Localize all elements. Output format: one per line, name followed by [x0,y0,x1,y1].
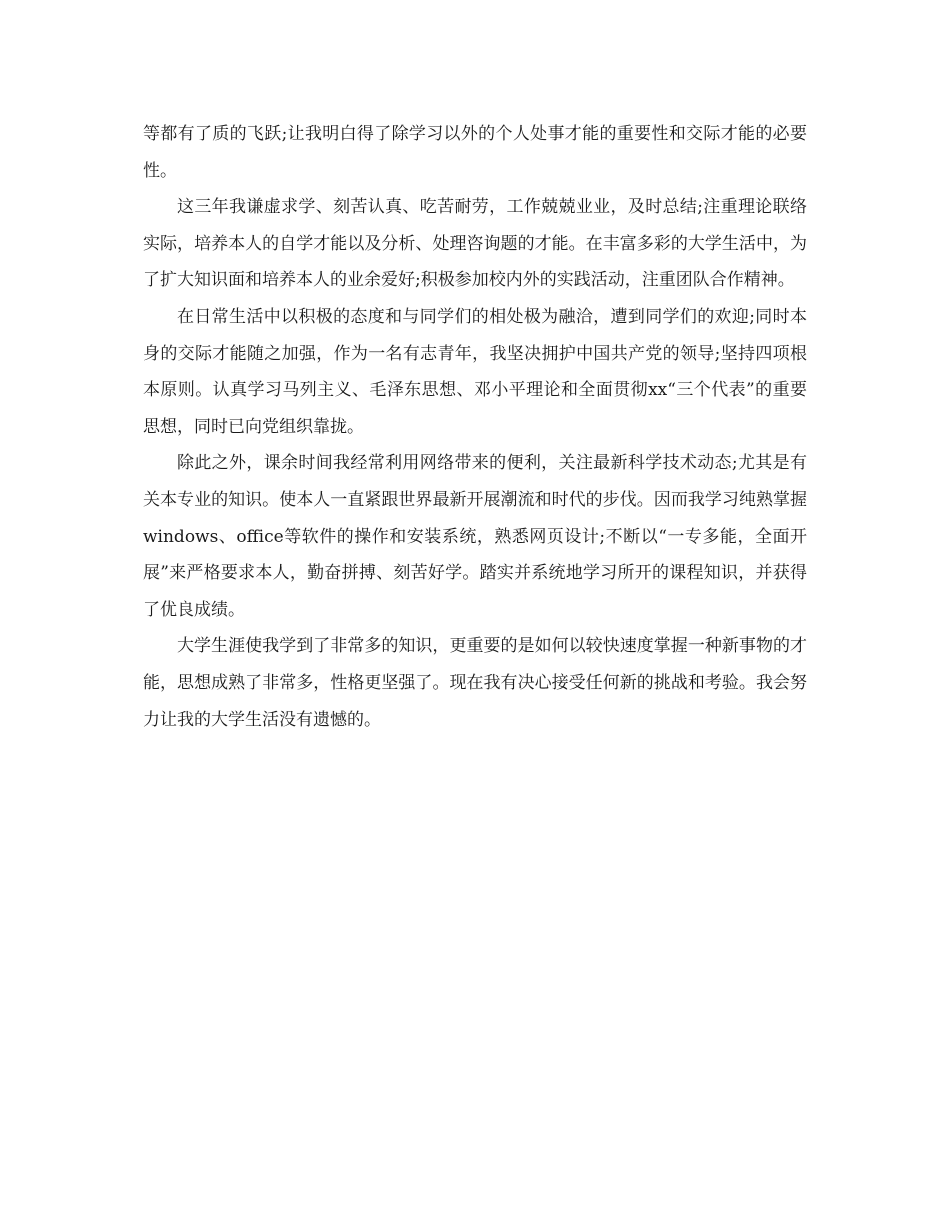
paragraph: 这三年我谦虚求学、刻苦认真、吃苦耐劳，工作兢兢业业，及时总结;注重理论联络实际，培养本人的自学才能以及分析、处理咨询题的才能。在丰富多彩的大学生活中，为了扩大知识面和培养本人的业余爱好;积极参加校内外的实践活动，注重团队合作精神。 [143,197,807,291]
paragraph: 大学生涯使我学到了非常多的知识，更重要的是如何以较快速度掌握一种新事物的才能，思想成熟了非常多，性格更坚强了。现在我有决心接受任何新的挑战和考验。我会努力让我的大学生活没有遗憾的。 [143,636,807,730]
paragraph: 在日常生活中以积极的态度和与同学们的相处极为融洽，遭到同学们的欢迎;同时本身的交际才能随之加强，作为一名有志青年，我坚决拥护中国共产党的领导;坚持四项根本原则。认真学习马列主义、毛泽东思想、邓小平理论和全面贯彻xx“三个代表”的重要思想，同时已向党组织靠拢。 [143,306,807,437]
paragraph: 除此之外，课余时间我经常利用网络带来的便利，关注最新科学技术动态;尤其是有关本专业的知识。使本人一直紧跟世界最新开展潮流和时代的步伐。因而我学习纯熟掌握windows、office等软件的操作和安装系统，熟悉网页设计;不断以“一专多能，全面开展”来严格要求本人，勤奋拼搏、刻苦好学。踏实并系统地学习所开的课程知识，并获得了优良成绩。 [143,453,807,620]
paragraph-continuation: 等都有了质的飞跃;让我明白得了除学习以外的个人处事才能的重要性和交际才能的必要性。 [143,124,807,181]
document-body [143,116,807,738]
